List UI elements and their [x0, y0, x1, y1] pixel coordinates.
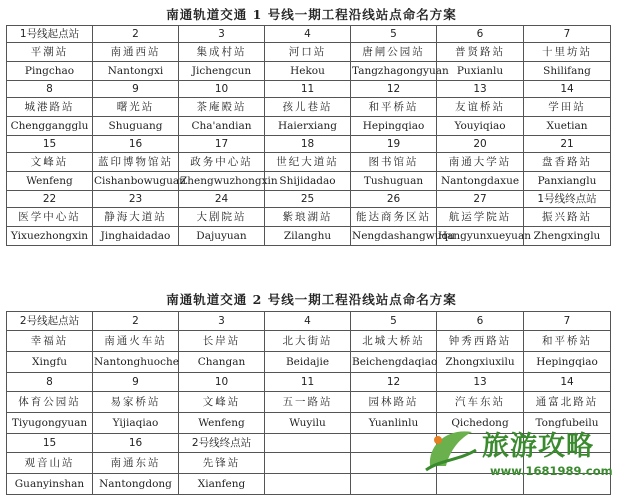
station-pinyin-cell: Zhongxiuxilu — [437, 352, 524, 373]
station-number-cell: 13 — [437, 81, 524, 98]
station-pinyin-cell: Beichengdaqiao — [351, 352, 437, 373]
station-number-cell: 19 — [351, 136, 437, 153]
station-number-cell: 21 — [524, 136, 611, 153]
station-name-cell: 蓝印博物馆站 — [93, 153, 179, 172]
station-number-cell: 2 — [93, 26, 179, 43]
station-name-cell: 长岸站 — [179, 331, 265, 352]
station-name-cell: 友谊桥站 — [437, 98, 524, 117]
station-name-cell: 观音山站 — [7, 453, 93, 474]
watermark-url: www.1681989.com — [490, 464, 613, 478]
station-name-cell: 和平桥站 — [524, 331, 611, 352]
station-number-cell: 6 — [437, 312, 524, 331]
station-name-cell: 平潮站 — [7, 43, 93, 62]
station-pinyin-cell: Tongfubeilu — [524, 413, 611, 434]
station-number-cell: 2号线终点站 — [179, 434, 265, 453]
station-number-cell: 5 — [351, 312, 437, 331]
station-number-cell: 3 — [179, 26, 265, 43]
station-pinyin-cell: Nengdashangwuqu — [351, 227, 437, 246]
station-name-cell: 振兴路站 — [524, 208, 611, 227]
station-pinyin-cell: Xianfeng — [179, 474, 265, 495]
station-name-cell: 医学中心站 — [7, 208, 93, 227]
table-row — [7, 172, 611, 191]
station-pinyin-cell: Dajuyuan — [179, 227, 265, 246]
station-number-cell: 4 — [265, 26, 351, 43]
station-name-cell: 唐闸公园站 — [351, 43, 437, 62]
station-name-cell: 茶庵殿站 — [179, 98, 265, 117]
station-name-cell: 能达商务区站 — [351, 208, 437, 227]
table-row — [7, 117, 611, 136]
station-pinyin-cell: Pingchao — [7, 62, 93, 81]
station-number-cell: 18 — [265, 136, 351, 153]
station-pinyin-cell: Wenfeng — [7, 172, 93, 191]
station-pinyin-cell: Shilifang — [524, 62, 611, 81]
watermark — [420, 420, 620, 494]
station-pinyin-cell: Wuyilu — [265, 413, 351, 434]
station-pinyin-cell: Hepingqiao — [351, 117, 437, 136]
station-name-cell: 南通火车站 — [93, 331, 179, 352]
station-name-cell: 政务中心站 — [179, 153, 265, 172]
station-number-cell: 20 — [437, 136, 524, 153]
station-name-cell: 静海大道站 — [93, 208, 179, 227]
station-name-cell: 体育公园站 — [7, 392, 93, 413]
station-number-cell: 12 — [351, 81, 437, 98]
station-name-cell: 钟秀西路站 — [437, 331, 524, 352]
station-pinyin-cell: Zilanghu — [265, 227, 351, 246]
station-number-cell: 10 — [179, 373, 265, 392]
station-number-cell: 17 — [179, 136, 265, 153]
station-number-cell: 7 — [524, 26, 611, 43]
station-pinyin-cell: Cha'andian — [179, 117, 265, 136]
station-name-cell: 南通东站 — [93, 453, 179, 474]
line2-title: 南通轨道交通 2 号线一期工程沿线站点命名方案 — [166, 292, 457, 307]
table-row — [7, 312, 611, 331]
station-number-cell: 15 — [7, 434, 93, 453]
station-name-cell: 河口站 — [265, 43, 351, 62]
station-name-cell: 北大街站 — [265, 331, 351, 352]
station-number-cell: 3 — [179, 312, 265, 331]
station-pinyin-cell: Wenfeng — [179, 413, 265, 434]
station-pinyin-cell: Jinghaidadao — [93, 227, 179, 246]
station-name-cell: 汽车东站 — [437, 392, 524, 413]
station-pinyin-cell: Xuetian — [524, 117, 611, 136]
station-name-cell: 图书馆站 — [351, 153, 437, 172]
station-name-cell: 南通西站 — [93, 43, 179, 62]
station-pinyin-cell: Youyiqiao — [437, 117, 524, 136]
station-number-cell — [265, 434, 351, 453]
station-number-cell: 9 — [93, 373, 179, 392]
station-name-cell — [265, 453, 351, 474]
station-number-cell: 26 — [351, 191, 437, 208]
station-name-cell: 园林路站 — [351, 392, 437, 413]
table-row — [7, 208, 611, 227]
station-pinyin-cell: Hepingqiao — [524, 352, 611, 373]
table-row — [7, 98, 611, 117]
station-number-cell: 13 — [437, 373, 524, 392]
station-number-cell: 25 — [265, 191, 351, 208]
table-row — [7, 136, 611, 153]
line1-title: 南通轨道交通 1 号线一期工程沿线站点命名方案 — [166, 7, 457, 22]
line1-station-table — [6, 25, 611, 246]
station-number-cell: 15 — [7, 136, 93, 153]
station-pinyin-cell: Hangyunxueyuan — [437, 227, 524, 246]
station-number-cell: 2 — [93, 312, 179, 331]
table-row — [7, 153, 611, 172]
station-name-cell: 幸福站 — [7, 331, 93, 352]
station-number-cell: 23 — [93, 191, 179, 208]
station-pinyin-cell — [265, 474, 351, 495]
table-row — [7, 392, 611, 413]
station-number-cell: 16 — [93, 434, 179, 453]
station-number-cell: 1号线终点站 — [524, 191, 611, 208]
station-pinyin-cell: Zhengwuzhongxin — [179, 172, 265, 191]
station-pinyin-cell: Guanyinshan — [7, 474, 93, 495]
station-name-cell: 南通大学站 — [437, 153, 524, 172]
station-name-cell: 世纪大道站 — [265, 153, 351, 172]
station-number-cell: 6 — [437, 26, 524, 43]
table-row — [7, 227, 611, 246]
station-pinyin-cell: Shijidadao — [265, 172, 351, 191]
leaf-swirl-icon — [420, 420, 482, 482]
table-row — [7, 373, 611, 392]
station-pinyin-cell: Haierxiang — [265, 117, 351, 136]
station-number-cell: 7 — [524, 312, 611, 331]
station-number-cell: 14 — [524, 81, 611, 98]
station-pinyin-cell: Qichedong — [437, 413, 524, 434]
station-number-cell: 2号线起点站 — [7, 312, 93, 331]
table-row — [7, 191, 611, 208]
station-name-cell: 先锋站 — [179, 453, 265, 474]
station-name-cell: 五一路站 — [265, 392, 351, 413]
table-row — [7, 62, 611, 81]
station-number-cell: 5 — [351, 26, 437, 43]
station-number-cell: 24 — [179, 191, 265, 208]
station-name-cell: 紫琅湖站 — [265, 208, 351, 227]
table-row — [7, 26, 611, 43]
station-name-cell: 易家桥站 — [93, 392, 179, 413]
station-pinyin-cell: Tiyugongyuan — [7, 413, 93, 434]
station-pinyin-cell: Yijiaqiao — [93, 413, 179, 434]
station-number-cell: 11 — [265, 373, 351, 392]
station-pinyin-cell: Nantongdong — [93, 474, 179, 495]
station-name-cell: 曙光站 — [93, 98, 179, 117]
station-pinyin-cell: Nantongxi — [93, 62, 179, 81]
station-number-cell: 1号线起点站 — [7, 26, 93, 43]
table-row — [7, 43, 611, 62]
station-pinyin-cell: Beidajie — [265, 352, 351, 373]
table-row — [7, 81, 611, 98]
station-name-cell: 盘香路站 — [524, 153, 611, 172]
station-number-cell: 4 — [265, 312, 351, 331]
station-name-cell: 通富北路站 — [524, 392, 611, 413]
station-name-cell: 城港路站 — [7, 98, 93, 117]
station-pinyin-cell: Chenggangglu — [7, 117, 93, 136]
station-number-cell: 10 — [179, 81, 265, 98]
station-name-cell: 大剧院站 — [179, 208, 265, 227]
station-pinyin-cell: Xingfu — [7, 352, 93, 373]
station-number-cell: 12 — [351, 373, 437, 392]
station-pinyin-cell: Zhengxinglu — [524, 227, 611, 246]
station-name-cell: 文峰站 — [179, 392, 265, 413]
station-name-cell: 学田站 — [524, 98, 611, 117]
station-name-cell: 和平桥站 — [351, 98, 437, 117]
station-pinyin-cell: Hekou — [265, 62, 351, 81]
station-pinyin-cell: Puxianlu — [437, 62, 524, 81]
station-name-cell: 集成村站 — [179, 43, 265, 62]
station-pinyin-cell: Yixuezhongxin — [7, 227, 93, 246]
station-name-cell: 十里坊站 — [524, 43, 611, 62]
station-pinyin-cell: Jichengcun — [179, 62, 265, 81]
station-pinyin-cell: Tushuguan — [351, 172, 437, 191]
station-number-cell: 16 — [93, 136, 179, 153]
station-pinyin-cell: Yuanlinlu — [351, 413, 437, 434]
station-pinyin-cell: Nantongdaxue — [437, 172, 524, 191]
station-number-cell: 11 — [265, 81, 351, 98]
station-pinyin-cell: Panxianglu — [524, 172, 611, 191]
station-pinyin-cell: Shuguang — [93, 117, 179, 136]
station-name-cell: 北城大桥站 — [351, 331, 437, 352]
station-pinyin-cell: Tangzhagongyuan — [351, 62, 437, 81]
station-number-cell: 14 — [524, 373, 611, 392]
table-row — [7, 331, 611, 352]
station-pinyin-cell: Nantonghuoche — [93, 352, 179, 373]
station-name-cell: 孩儿巷站 — [265, 98, 351, 117]
table-row — [7, 352, 611, 373]
station-pinyin-cell: Changan — [179, 352, 265, 373]
station-number-cell: 8 — [7, 81, 93, 98]
station-name-cell: 文峰站 — [7, 153, 93, 172]
station-number-cell: 8 — [7, 373, 93, 392]
station-name-cell: 普贤路站 — [437, 43, 524, 62]
station-pinyin-cell: Cishanbowuguan — [93, 172, 179, 191]
watermark-brand: 旅游攻略 — [482, 431, 594, 462]
station-number-cell: 27 — [437, 191, 524, 208]
station-number-cell: 22 — [7, 191, 93, 208]
station-number-cell: 9 — [93, 81, 179, 98]
station-name-cell: 航运学院站 — [437, 208, 524, 227]
